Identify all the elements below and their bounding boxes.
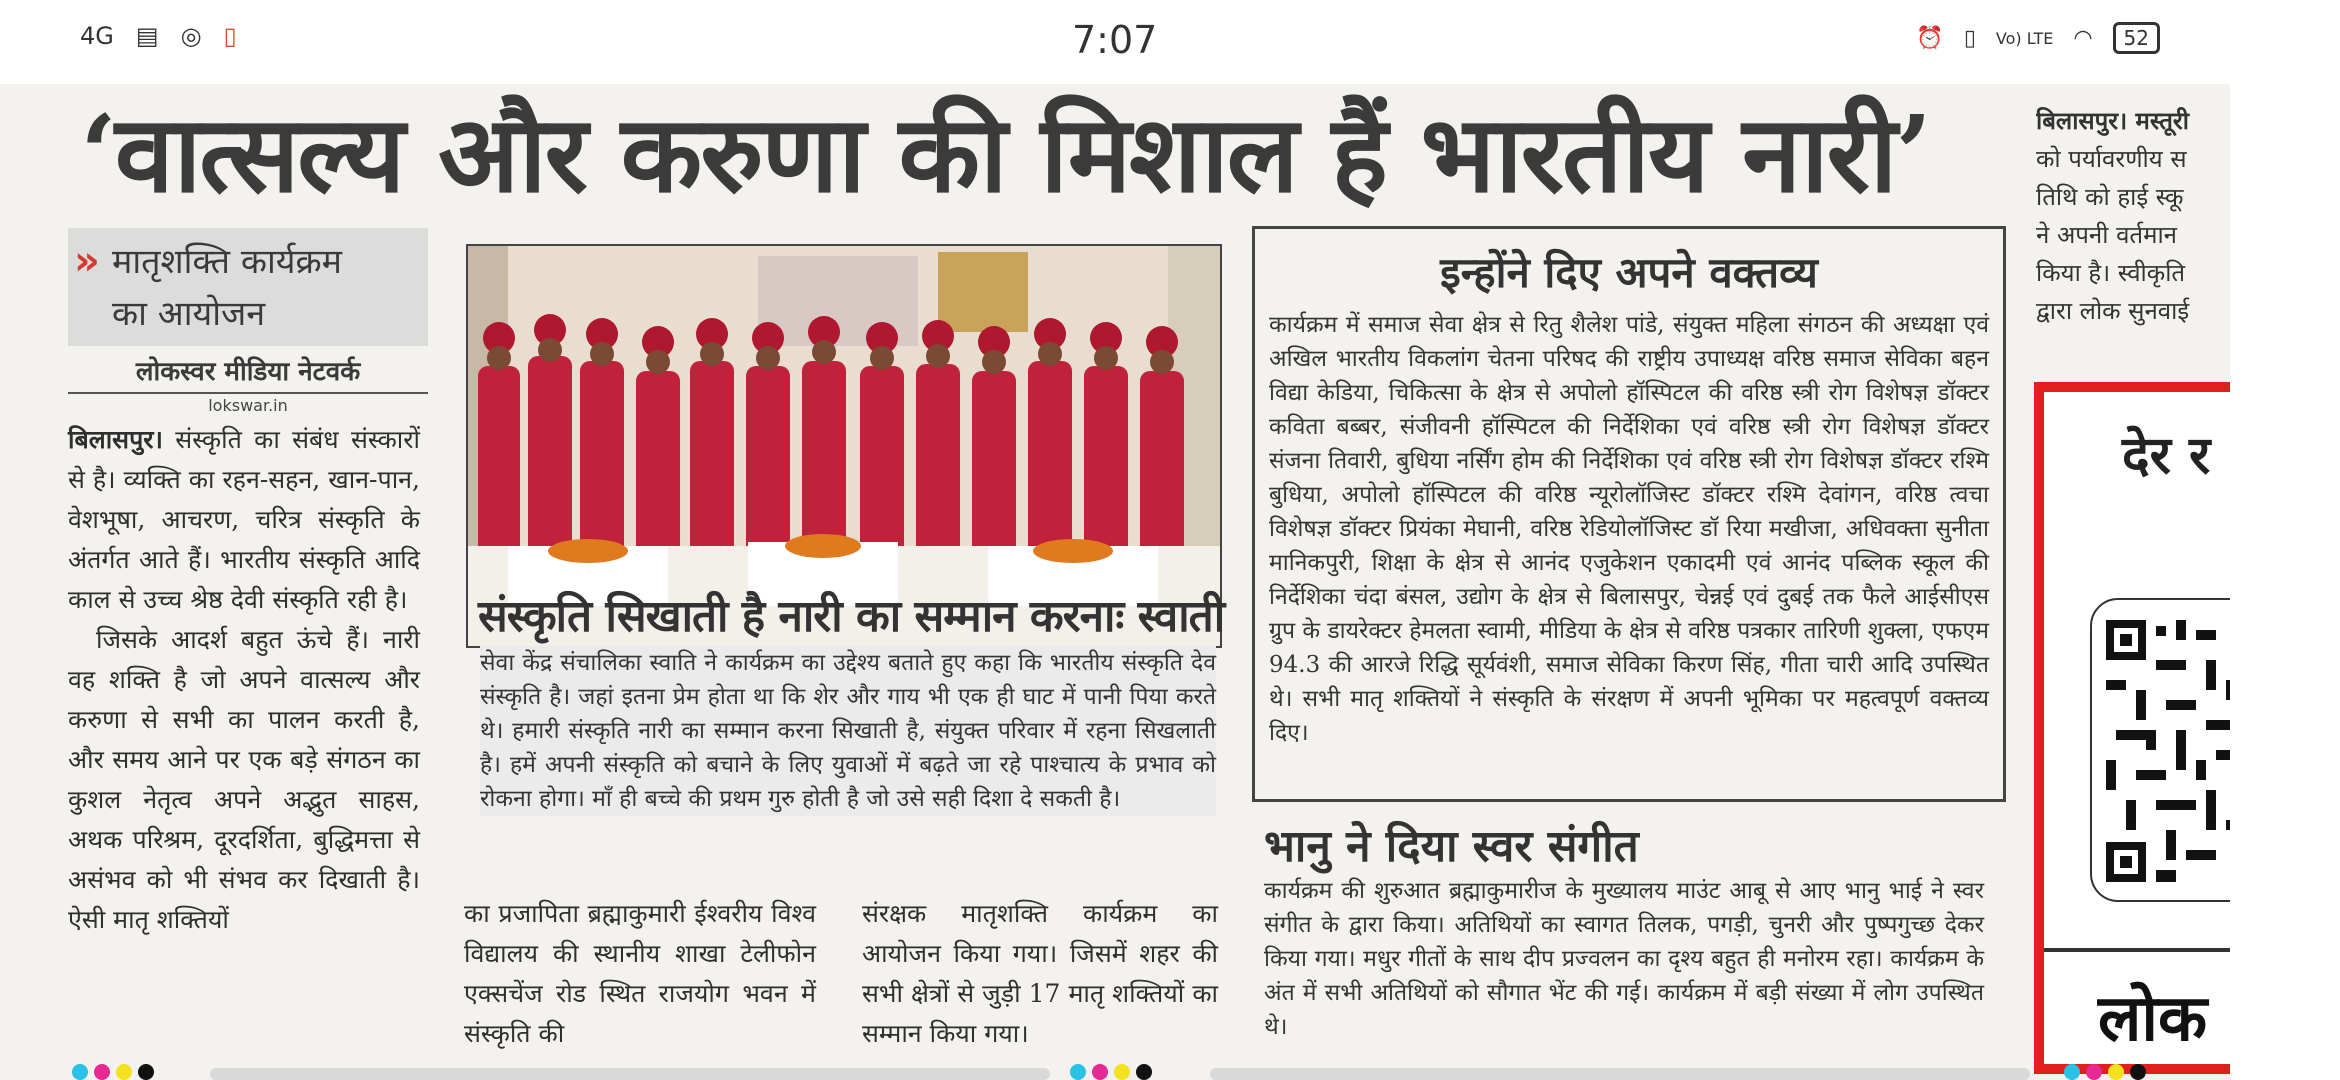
- volte-icon: Vo) LTE: [1995, 28, 2054, 48]
- speakers-box-title: इन्होंने दिए अपने वक्तव्य: [1440, 248, 1818, 297]
- article-column-2b: संरक्षक मातृशक्ति कार्यक्रम का आयोजन किया गया। जिसमें शहर की सभी क्षेत्रों से जुड़ी 17 मातृ शक्तियों का सम्मान किया गया।: [862, 899, 1218, 1048]
- office-icon: ▯: [223, 22, 237, 50]
- qr-code-icon: [2106, 620, 2230, 882]
- kicker-line-2: का आयोजन: [112, 294, 266, 334]
- adjacent-line: तिथि को हाई स्कू: [2036, 183, 2184, 211]
- screen-edge: [2230, 0, 2340, 1080]
- page-fold-strip: [210, 1068, 1050, 1080]
- article-column-2a: का प्रजापिता ब्रह्माकुमारी ईश्वरीय विश्व विद्यालय की स्थानीय शाखा टेलीफोन एक्सचेंज रोड स्थित राजयोग भवन में संस्कृति की: [464, 899, 816, 1048]
- site-name: lokswar.in: [208, 396, 288, 415]
- vibrate-icon: ▯: [1963, 25, 1976, 51]
- adjacent-line: ने अपनी वर्तमान: [2036, 221, 2177, 249]
- wifi-icon: ◠: [2073, 25, 2093, 51]
- adjacent-line: को पर्यावरणीय स: [2036, 145, 2187, 173]
- kicker-text: [112, 236, 342, 340]
- newspaper-page[interactable]: [0, 84, 2230, 1080]
- advertisement: [2034, 382, 2230, 1074]
- music-paragraph: कार्यक्रम की शुरुआत ब्रह्माकुमारीज के मुख्यालय माउंट आबू से आए भानु भाई ने स्वर संगीत के द्वारा किया। अतिथियों का स्वागत तिलक, पगड़ी, चुनरी और पुष्पगुच्छ देकर किया गया। मधुर गीतों के साथ दीप प्रज्वलन का दृश्य बहुत ही मनोरम रहा। कार्यक्रम के अंत में सभी अतिथियों को सौगात भेंट की गई। कार्यक्रम में बड़ी संख्या में लोग उपस्थित थे।: [1264, 878, 1984, 1040]
- status-time: 7:07: [1072, 18, 1158, 62]
- network-4g-icon: 4G: [80, 22, 114, 50]
- adjacent-article-column: [2036, 102, 2230, 330]
- double-chevron-icon: »: [74, 238, 100, 284]
- byline: लोकस्वर मीडिया नेटवर्क: [68, 352, 428, 394]
- ad-bottom-text: लोक: [2098, 982, 2208, 1056]
- status-right: [1916, 22, 2160, 54]
- col1-para-1: संस्कृति का संबंध संस्कारों से है। व्यक्ति का रहन-सहन, खान-पान, वेशभूषा, आचरण, चरित्र संस्कृति के अंतर्गत आते हैं। भारतीय संस्कृति आदि काल से उच्च श्रेष्ठ देवी संस्कृति रही है।: [68, 425, 420, 614]
- adjacent-line: बिलासपुर। मस्तूरी: [2036, 106, 2189, 135]
- ad-divider: [2044, 948, 2230, 952]
- alarm-icon: ⏰: [1916, 25, 1944, 51]
- registration-marks-center: [1070, 1064, 1152, 1080]
- registration-marks-right: [2064, 1064, 2146, 1080]
- registration-marks-left: [72, 1064, 154, 1080]
- status-bar: [0, 0, 2230, 84]
- page-fold-strip-2: [1210, 1068, 2030, 1080]
- status-left: [80, 22, 237, 50]
- sim-icon: ▤: [135, 22, 159, 50]
- article-column-1: [68, 420, 420, 940]
- quote-paragraph: सेवा केंद्र संचालिका स्वाति ने कार्यक्रम का उद्देश्य बताते हुए कहा कि भारतीय संस्कृति देव संस्कृति है। जहां इतना प्रेम होता था कि शेर और गाय भी एक ही घाट में पानी पिया करते थे। हमारी संस्कृति नारी का सम्मान करना सिखाती है, संयुक्त परिवार में रहना सिखलाती है। हमें अपनी संस्कृति को बचाने के लिए युवाओं में बढ़ते जा रहे पाश्चात्य के प्रभाव को रोकना होगा। माँ ही बच्चे की प्रथम गुरु होती है जो उसे सही दिशा दे सकती है।: [480, 646, 1216, 816]
- adjacent-line: किया है। स्वीकृति: [2036, 259, 2186, 287]
- headline: ‘वात्सल्य और करुणा की मिशाल हैं भारतीय नारी’: [80, 91, 1931, 216]
- speakers-box: [1252, 226, 2006, 802]
- subheadline: संस्कृति सिखाती है नारी का सम्मान करनाः स्वाती: [478, 591, 1225, 642]
- ad-top-text: देर र: [2122, 426, 2211, 486]
- music-subheadline: भानु ने दिया स्वर संगीत: [1264, 821, 1639, 872]
- dateline: बिलासपुर।: [68, 425, 163, 454]
- kicker-line-1: मातृशक्ति कार्यक्रम: [112, 242, 342, 282]
- col1-para-2: जिसके आदर्श बहुत ऊंचे हैं। नारी वह शक्ति है जो अपने वात्सल्य और करुणा से सभी का पालन करती है, और समय आने पर एक बड़े संगठन का कुशल नेतृत्व अपने अद्भुत साहस, अथक परिश्रम, दूरदर्शिता, बुद्धिमत्ता से असंभव को भी संभव कर दिखाती है। ऐसी मातृ शक्तियों: [68, 625, 420, 934]
- battery-icon: 52: [2113, 22, 2160, 54]
- speakers-box-text: कार्यक्रम में समाज सेवा क्षेत्र से रितु शैलेश पांडे, संयुक्त महिला संगठन की अध्यक्षा एवं अखिल भारतीय विकलांग चेतना परिषद की राष्ट्रीय उपाध्यक्ष वरिष्ठ समाज सेविका बहन विद्या केडिया, चिकित्सा के क्षेत्र से अपोलो हॉस्पिटल की वरिष्ठ स्त्री रोग विशेषज्ञ डॉक्टर कविता बब्बर, संजीवनी हॉस्पिटल की निर्देशिका एवं वरिष्ठ स्त्री रोग विशेषज्ञ डॉक्टर संजना तिवारी, बुधिया नर्सिंग होम की निर्देशिका एवं वरिष्ठ स्त्री रोग विशेषज्ञ डॉक्टर रश्मि बुधिया, अपोलो हॉस्पिटल की वरिष्ठ न्यूरोलॉजिस्ट डॉक्टर रश्मि देवांगन, वरिष्ठ त्वचा विशेषज्ञ डॉक्टर प्रियंका मेघानी, वरिष्ठ रेडियोलॉजिस्ट डॉ रिया मखीजा, अधिवक्ता सुनीता मानिकपुरी, शिक्षा के क्षेत्र से आनंद एजुकेशन एकादमी एवं आनंद पब्लिक स्कूल की निर्देशिका चंदा बंसल, उद्योग के क्षेत्र से बिलासपुर, चेन्नई एवं दुबई तक फैले आईसीएस ग्रुप के डायरेक्टर हेमलता स्वामी, मीडिया के क्षेत्र से वरिष्ठ पत्रकार तारिणी शुक्ला, एफएम 94.3 की आरजे रिद्धि सूर्यवंशी, समाज सेविका किरण सिंह, गीता चारी आदि उपस्थित थे। सभी मातृ शक्तियों ने संस्कृति के संरक्षण में अपनी भूमिका पर महत्वपूर्ण वक्तव्य दिए।: [1269, 312, 1989, 746]
- qr-code-frame: [2090, 598, 2230, 902]
- kicker-box: [68, 228, 428, 346]
- chrome-icon: ◎: [180, 22, 202, 50]
- adjacent-line: द्वारा लोक सुनवाई: [2036, 297, 2190, 325]
